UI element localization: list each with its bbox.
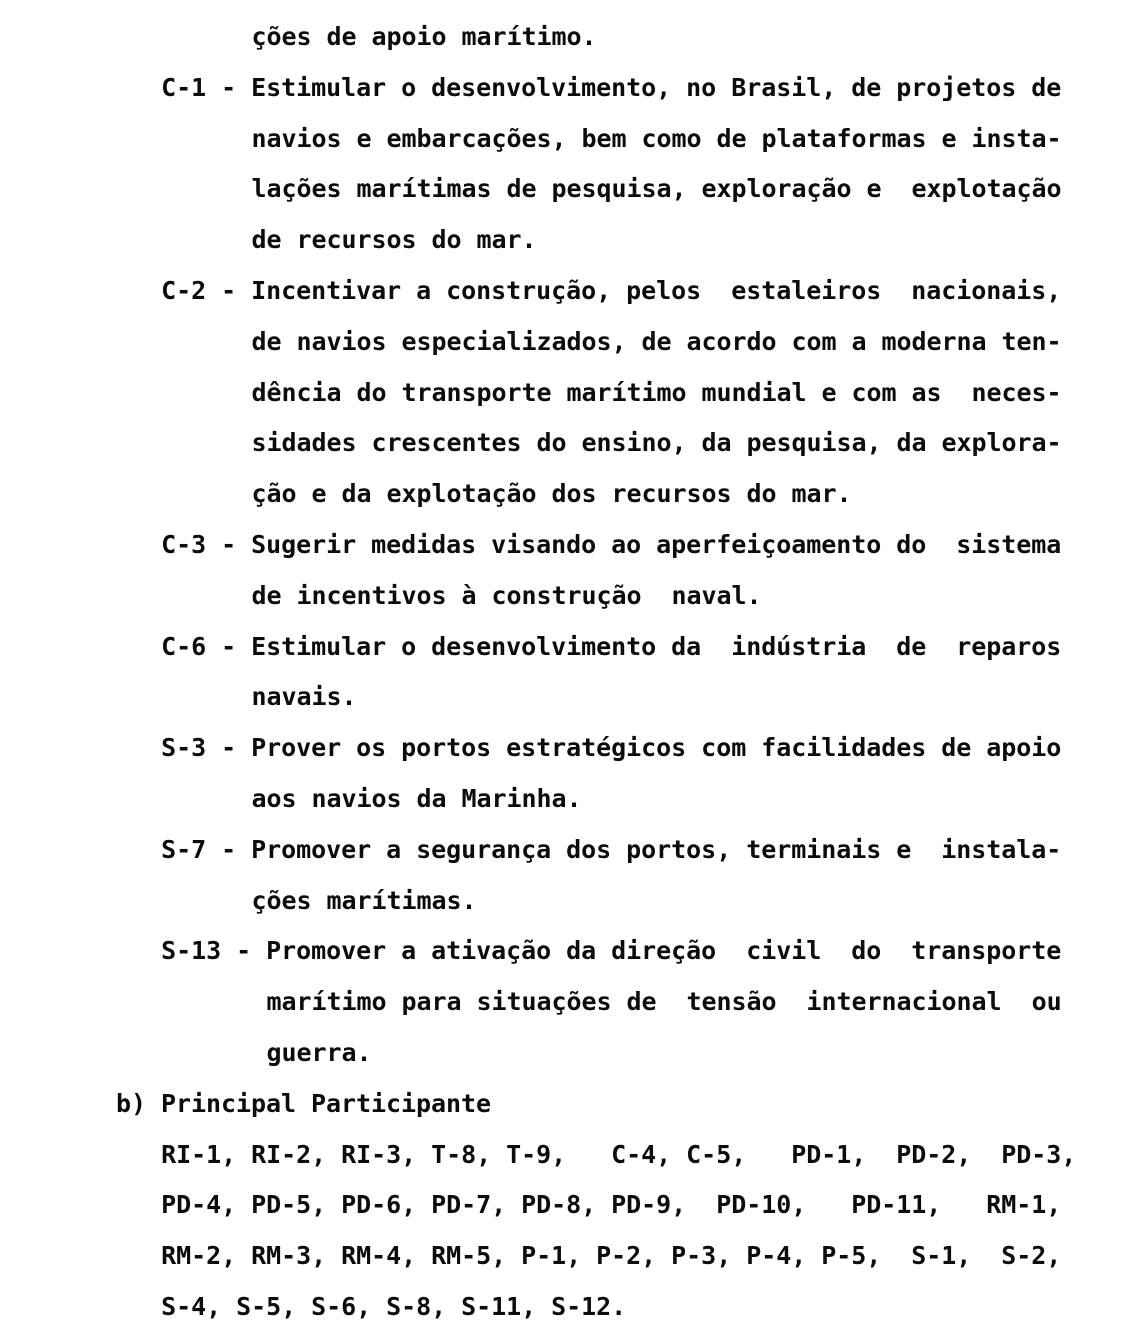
text-line: b) Principal Participante xyxy=(116,1088,492,1118)
text-line: ção e da explotação dos recursos do mar. xyxy=(251,479,852,509)
text-line: sidades crescentes do ensino, da pesquisa, da explora- xyxy=(251,428,1062,458)
typewritten-text-block xyxy=(116,12,1126,1333)
text-line: C-2 - Incentivar a construção, pelos estaleiros nacionais, xyxy=(161,275,1062,305)
text-line: marítimo para situações de tensão internacional ou xyxy=(266,987,1062,1017)
text-line: ções de apoio marítimo. xyxy=(251,22,597,51)
text-line: aos navios da Marinha. xyxy=(251,783,582,813)
text-line: de navios especializados, de acordo com a moderna ten- xyxy=(251,326,1062,356)
text-line: navais. xyxy=(251,682,357,712)
text-line: de incentivos à construção naval. xyxy=(251,580,762,610)
text-line: lações marítimas de pesquisa, exploração e explotação xyxy=(251,174,1062,204)
text-line: S-4, S-5, S-6, S-8, S-11, S-12. xyxy=(161,1291,627,1321)
text-line: navios e embarcações, bem como de plataformas e insta- xyxy=(251,123,1062,153)
text-line: RM-2, RM-3, RM-4, RM-5, P-1, P-2, P-3, P-4, P-5, S-1, S-2, xyxy=(161,1241,1062,1271)
text-line: dência do transporte marítimo mundial e com as neces- xyxy=(251,377,1062,407)
text-line: guerra. xyxy=(266,1037,372,1067)
text-line: RI-1, RI-2, RI-3, T-8, T-9, C-4, C-5, PD-1, PD-2, PD-3, xyxy=(161,1139,1077,1169)
text-line: PD-4, PD-5, PD-6, PD-7, PD-8, PD-9, PD-10, PD-11, RM-1, xyxy=(161,1190,1062,1220)
text-line: S-3 - Prover os portos estratégicos com facilidades de apoio xyxy=(161,733,1062,763)
text-line: ções marítimas. xyxy=(251,885,477,915)
text-line: C-6 - Estimular o desenvolvimento da indústria de reparos xyxy=(161,631,1062,661)
text-line: de recursos do mar. xyxy=(251,225,537,255)
text-line: C-1 - Estimular o desenvolvimento, no Brasil, de projetos de xyxy=(161,72,1062,102)
text-line: S-13 - Promover a ativação da direção civil do transporte xyxy=(161,936,1062,966)
text-line: S-7 - Promover a segurança dos portos, terminais e instala- xyxy=(161,834,1062,864)
text-line: C-3 - Sugerir medidas visando ao aperfeiçoamento do sistema xyxy=(161,529,1062,559)
